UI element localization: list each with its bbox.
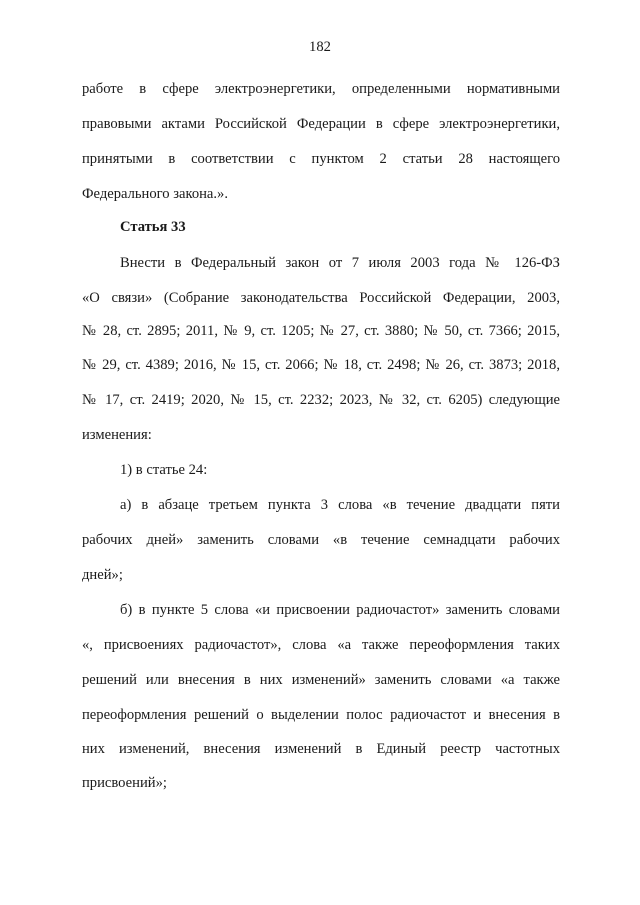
text-line: Внести в Федеральный закон от 7 июля 2003 года № 126-ФЗ — [120, 255, 560, 271]
text-line: № 29, ст. 4389; 2016, № 15, ст. 2066; № 18, ст. 2498; № 26, ст. 3873; 2018, — [82, 357, 560, 373]
text-line: них изменений, внесения изменений в Единый реестр частотных — [82, 741, 560, 757]
text-line: изменения: — [82, 427, 152, 443]
text-line: а) в абзаце третьем пункта 3 слова «в течение двадцати пяти — [120, 497, 560, 513]
text-line: «, присвоениях радиочастот», слова «а также переоформления таких — [82, 637, 560, 653]
text-line: № 28, ст. 2895; 2011, № 9, ст. 1205; № 27, ст. 3880; № 50, ст. 7366; 2015, — [82, 323, 560, 339]
text-line: 1) в статье 24: — [120, 462, 208, 478]
text-line: правовыми актами Российской Федерации в сфере электроэнергетики, — [82, 116, 560, 132]
article-heading: Статья 33 — [120, 219, 186, 235]
text-line: б) в пункте 5 слова «и присвоении радиочастот» заменить словами — [120, 602, 560, 618]
text-line: рабочих дней» заменить словами «в течение семнадцати рабочих — [82, 532, 560, 548]
text-line: решений или внесения в них изменений» заменить словами «а также — [82, 672, 560, 688]
page-number: 182 — [309, 39, 331, 55]
text-line: № 17, ст. 2419; 2020, № 15, ст. 2232; 2023, № 32, ст. 6205) следующие — [82, 392, 560, 408]
text-line: дней»; — [82, 567, 123, 583]
text-line: переоформления решений о выделении полос радиочастот и внесения в — [82, 707, 560, 723]
text-line: Федерального закона.». — [82, 186, 229, 202]
text-line: принятыми в соответствии с пунктом 2 статьи 28 настоящего — [82, 151, 560, 167]
text-line: работе в сфере электроэнергетики, определенными нормативными — [82, 81, 560, 97]
text-line: присвоений»; — [82, 775, 167, 791]
text-line: «О связи» (Собрание законодательства Российской Федерации, 2003, — [82, 290, 560, 306]
